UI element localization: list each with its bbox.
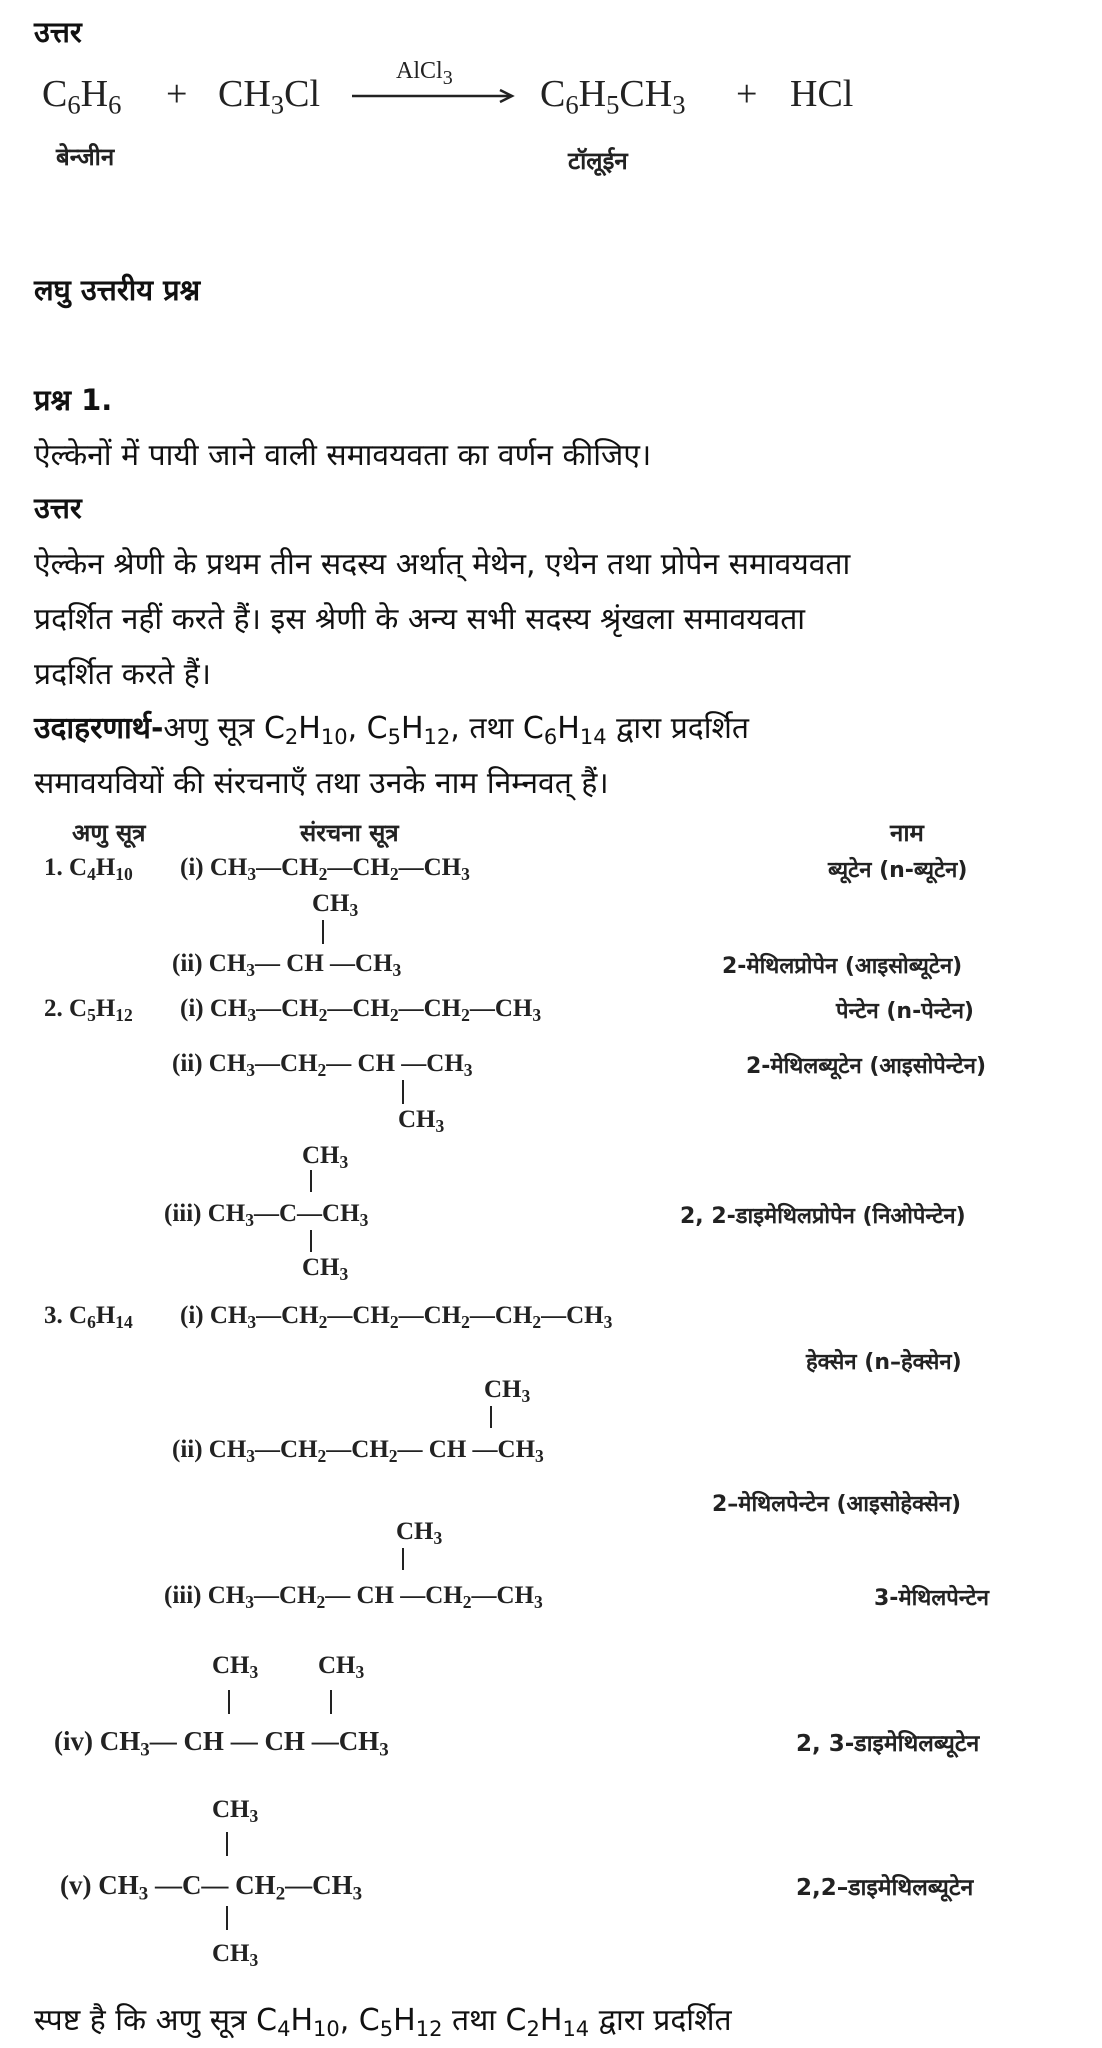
neopentane-bottom-branch: $CH_3$ <box>302 1254 349 1284</box>
bond-line <box>226 1832 228 1856</box>
example-line-1 <box>34 706 749 747</box>
bond-line <box>310 1170 312 1192</box>
structure-neopentane: (iii) $CH_3—C—CH_3$ <box>164 1200 369 1230</box>
structure-butane: (i) $CH_3—CH_2—CH_2—CH_3$ <box>180 854 470 884</box>
bond-line <box>402 1548 404 1570</box>
structure-isopentane: (ii) $CH_3—CH_2—$ CH $—CH_3$ <box>172 1050 473 1080</box>
dimethylbutane-branch-1: $CH_3$ <box>212 1652 259 1682</box>
structure-pentane: (i) $CH_3—CH_2—CH_2—CH_2—CH_3$ <box>180 995 542 1025</box>
structure-3-methylpentane: (iii) $CH_3—CH_2—$ CH $—CH_2—CH_3$ <box>164 1582 543 1612</box>
example-line-2: समावयवियों की संरचनाएँ तथा उनके नाम निम्नवत् हैं। <box>34 766 609 801</box>
benzene-name: बेन्जीन <box>56 143 115 171</box>
name-butane: ब्यूटेन (n-ब्यूटेन) <box>828 858 968 883</box>
answer-label: उत्तर <box>34 491 82 525</box>
isohexane-branch: $CH_3$ <box>484 1376 531 1406</box>
structure-isobutane: (ii) $CH_3—$ CH $—CH_3$ <box>172 950 402 980</box>
answer-line-3: प्रदर्शित करते हैं। <box>34 657 212 692</box>
structure-hexane: (i) $CH_3—CH_2—CH_2—CH_2—CH_2—CH_3$ <box>180 1302 613 1332</box>
example-text: अणु सूत्र $C_2H_{10}$, $C_5H_{12}$, तथा $C_6H_{14}$ द्वारा प्रदर्शित <box>163 711 749 749</box>
name-isopentane: 2-मेथिलब्यूटेन (आइसोपेन्टेन) <box>746 1054 987 1079</box>
formula-c6h14: 3. $C_6H_{14}$ <box>44 1302 133 1332</box>
question-text: ऐल्केनों में पायी जाने वाली समावयवता का वर्णन कीजिए। <box>34 438 652 473</box>
catalyst-label: AlCl$_3$ <box>396 58 453 89</box>
structure-22-dimethylbutane: (v) $CH_3$ —C— $CH_2—CH_3$ <box>60 1870 363 1905</box>
name-hexane: हेक्सेन (n–हेक्सेन) <box>806 1350 962 1375</box>
example-label: उदाहरणार्थ- <box>34 711 164 746</box>
plus-sign: + <box>166 73 188 115</box>
methylpentane-branch: $CH_3$ <box>396 1518 443 1548</box>
reaction-arrow <box>352 88 520 104</box>
bond-line <box>490 1406 492 1428</box>
neopentane-top-branch: $CH_3$ <box>302 1142 349 1172</box>
name-23-dimethylbutane: 2, 3-डाइमेथिलब्यूटेन <box>796 1731 980 1757</box>
dimethylbutane-branch-2: $CH_3$ <box>318 1652 365 1682</box>
answer-line-2: प्रदर्शित नहीं करते हैं। इस श्रेणी के अन्य सभी सदस्य श्रृंखला समावयवता <box>34 602 806 637</box>
reactant-benzene: $C_6H_6$ <box>42 73 122 120</box>
bond-line <box>322 920 324 944</box>
bond-line <box>402 1080 404 1104</box>
reactant-methyl-chloride: $CH_3Cl$ <box>218 73 320 120</box>
isopentane-branch: $CH_3$ <box>398 1106 445 1136</box>
product-hcl: HCl <box>790 73 854 115</box>
dimethylbutane-22-bottom-branch: $CH_3$ <box>212 1940 259 1970</box>
structure-isohexane: (ii) $CH_3—CH_2—CH_2—$ CH $—CH_3$ <box>172 1436 544 1466</box>
toluene-name: टॉलूईन <box>568 147 628 175</box>
bond-line <box>330 1690 332 1714</box>
name-pentane: पेन्टेन (n-पेन्टेन) <box>836 999 974 1024</box>
structure-23-dimethylbutane: (iv) $CH_3—$ CH — CH $—CH_3$ <box>54 1726 389 1761</box>
question-number: प्रश्न 1. <box>34 383 113 417</box>
product-toluene: $C_6H_5CH_3$ <box>540 73 686 120</box>
bond-line <box>228 1690 230 1714</box>
formula-c5h12: 2. $C_5H_{12}$ <box>44 995 133 1025</box>
bond-line <box>310 1230 312 1252</box>
name-neopentane: 2, 2-डाइमेथिलप्रोपेन (निओपेन्टेन) <box>680 1204 966 1229</box>
header-structure: संरचना सूत्र <box>300 819 399 847</box>
isobutane-branch: $CH_3$ <box>312 890 359 920</box>
bond-line <box>226 1906 228 1930</box>
name-isohexane: 2–मेथिलपेन्टेन (आइसोहेक्सेन) <box>712 1492 962 1517</box>
name-22-dimethylbutane: 2,2–डाइमेथिलब्यूटेन <box>796 1875 974 1901</box>
formula-c4h10: 1. $C_4H_{10}$ <box>44 854 133 884</box>
name-3-methylpentane: 3-मेथिलपेन्टेन <box>874 1586 989 1611</box>
dimethylbutane-22-top-branch: $CH_3$ <box>212 1796 259 1826</box>
answer-line-1: ऐल्केन श्रेणी के प्रथम तीन सदस्य अर्थात् मेथेन, एथेन तथा प्रोपेन समावयवता <box>34 547 851 582</box>
section-title: लघु उत्तरीय प्रश्न <box>34 273 201 307</box>
header-name: नाम <box>890 819 924 847</box>
footer-text: स्पष्ट है कि अणु सूत्र $C_4H_{10}$, $C_5H_{12}$ तथा $C_2H_{14}$ द्वारा प्रदर्शित <box>34 2003 732 2041</box>
answer-label-top: उत्तर <box>34 15 82 49</box>
plus-sign-2: + <box>736 73 758 115</box>
name-isobutane: 2-मेथिलप्रोपेन (आइसोब्यूटेन) <box>722 954 963 979</box>
header-formula: अणु सूत्र <box>72 819 146 847</box>
